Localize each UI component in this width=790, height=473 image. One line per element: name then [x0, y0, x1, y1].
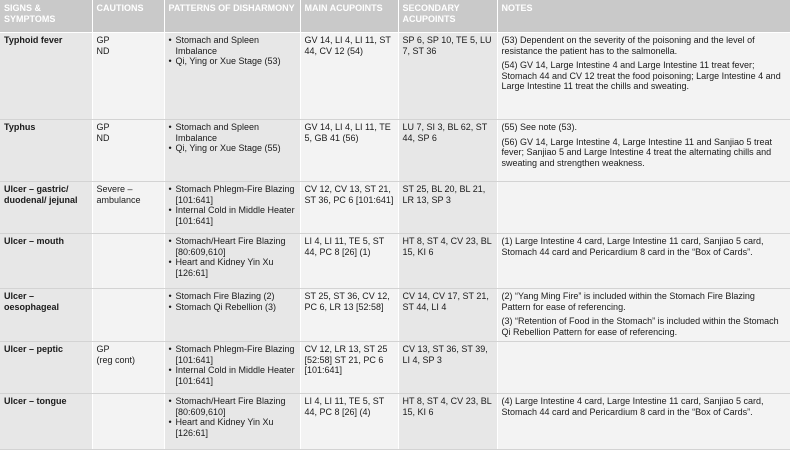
header-secondary-acupoints: SECONDARY ACUPOINTS	[398, 0, 497, 33]
notes-cell	[497, 342, 790, 394]
main-acupoints-cell: ST 25, ST 36, CV 12, PC 6, LR 13 [52:58]	[300, 289, 398, 342]
cautions-cell	[92, 342, 164, 394]
pattern-item: • Heart and Kidney Yin Xu [126:61]	[169, 257, 296, 278]
secondary-acupoints-cell: LU 7, SI 3, BL 62, ST 44, SP 6	[398, 120, 497, 182]
caution-text: GP	[96, 344, 110, 354]
caution-text: (reg cont)	[96, 354, 136, 365]
patterns-cell	[164, 182, 300, 234]
sign-cell: Ulcer – peptic	[0, 342, 92, 394]
secondary-acupoints-cell: SP 6, SP 10, TE 5, LU 7, ST 36	[398, 33, 497, 120]
cautions-cell	[92, 394, 164, 450]
sign-cell: Typhoid fever	[0, 33, 92, 120]
pattern-item: • Qi, Ying or Xue Stage (53)	[169, 56, 296, 67]
pattern-item: • Internal Cold in Middle Heater [101:641]	[169, 365, 296, 386]
patterns-cell	[164, 120, 300, 182]
main-acupoints-cell: CV 12, CV 13, ST 21, ST 36, PC 6 [101:641]	[300, 182, 398, 234]
patterns-cell	[164, 289, 300, 342]
sign-cell: Typhus	[0, 120, 92, 182]
pattern-item: • Stomach Phlegm-Fire Blazing [101:641]	[169, 184, 296, 205]
secondary-acupoints-cell: CV 13, ST 36, ST 39, LI 4, SP 3	[398, 342, 497, 394]
cautions-cell	[92, 120, 164, 182]
pattern-item: • Stomach and Spleen Imbalance	[169, 35, 296, 56]
cautions-cell	[92, 234, 164, 289]
note-text: (53) Dependent on the severity of the poisoning and the level of resistance the patient has to the salmonella.	[501, 35, 755, 56]
notes-cell	[497, 394, 790, 450]
cautions-cell	[92, 289, 164, 342]
secondary-acupoints-cell: HT 8, ST 4, CV 23, BL 15, KI 6	[398, 234, 497, 289]
main-acupoints-cell: GV 14, LI 4, LI 11, TE 5, GB 41 (56)	[300, 120, 398, 182]
note-text: (56) GV 14, Large Intestine 4, Large Intestine 11 and Sanjiao 5 treat fever; Sanjiao 5 and Large Intestine 4 treat the alternating chills and sweating and strengthen weakness.	[501, 136, 773, 168]
secondary-acupoints-cell: HT 8, ST 4, CV 23, BL 15, KI 6	[398, 394, 497, 450]
header-cautions: CAUTIONS	[92, 0, 164, 33]
table-row	[0, 289, 790, 342]
header-main-acupoints: MAIN ACUPOINTS	[300, 0, 398, 33]
header-notes: NOTES	[497, 0, 790, 33]
main-acupoints-cell: GV 14, LI 4, LI 11, ST 44, CV 12 (54)	[300, 33, 398, 120]
patterns-cell	[164, 234, 300, 289]
notes-cell	[497, 182, 790, 234]
secondary-acupoints-cell: ST 25, BL 20, BL 21, LR 13, SP 3	[398, 182, 497, 234]
table-row	[0, 234, 790, 289]
header-signs-symptoms: SIGNS & SYMPTOMS	[0, 0, 92, 33]
pattern-item: • Internal Cold in Middle Heater [101:641]	[169, 205, 296, 226]
caution-text: Severe – ambulance	[96, 184, 141, 205]
pattern-item: • Stomach Fire Blazing (2)	[169, 291, 296, 302]
table-row	[0, 394, 790, 450]
sign-cell: Ulcer – mouth	[0, 234, 92, 289]
pattern-item: • Stomach Phlegm-Fire Blazing [101:641]	[169, 344, 296, 365]
pattern-item: • Stomach/Heart Fire Blazing [80:609,610]	[169, 236, 296, 257]
cautions-cell	[92, 33, 164, 120]
sign-cell: Ulcer – tongue	[0, 394, 92, 450]
pattern-item: • Stomach/Heart Fire Blazing [80:609,610]	[169, 396, 296, 417]
main-acupoints-cell: CV 12, LR 13, ST 25 [52:58] ST 21, PC 6 [101:641]	[300, 342, 398, 394]
main-acupoints-cell: LI 4, LI 11, TE 5, ST 44, PC 8 [26] (1)	[300, 234, 398, 289]
pattern-item: • Heart and Kidney Yin Xu [126:61]	[169, 417, 296, 438]
cautions-cell	[92, 182, 164, 234]
sign-cell: Ulcer – gastric/ duodenal/ jejunal	[0, 182, 92, 234]
patterns-cell	[164, 394, 300, 450]
note-text: (3) “Retention of Food in the Stomach” is included within the Stomach Qi Rebellion Pattern for ease of referencing.	[501, 316, 779, 337]
notes-cell	[497, 33, 790, 120]
table-row	[0, 182, 790, 234]
sign-cell: Ulcer – oesophageal	[0, 289, 92, 342]
table-row	[0, 33, 790, 120]
notes-cell	[497, 120, 790, 182]
header-patterns: PATTERNS OF DISHARMONY	[164, 0, 300, 33]
caution-text: GP	[96, 122, 110, 132]
note-text: (1) Large Intestine 4 card, Large Intestine 11 card, Sanjiao 5 card, Stomach 44 card and Pericardium 8 card in the “Box of Cards”.	[501, 236, 764, 257]
notes-cell	[497, 234, 790, 289]
pattern-item: • Qi, Ying or Xue Stage (55)	[169, 143, 296, 154]
note-text: (55) See note (53).	[501, 122, 578, 132]
patterns-cell	[164, 33, 300, 120]
pattern-item: • Stomach Qi Rebellion (3)	[169, 302, 296, 313]
patterns-cell	[164, 342, 300, 394]
pattern-item: • Stomach and Spleen Imbalance	[169, 122, 296, 143]
table-row	[0, 120, 790, 182]
notes-cell	[497, 289, 790, 342]
note-text: (2) “Yang Ming Fire” is included within the Stomach Fire Blazing Pattern for ease of referencing.	[501, 291, 755, 312]
note-text: (4) Large Intestine 4 card, Large Intestine 11 card, Sanjiao 5 card, Stomach 44 card and Pericardium 8 card in the “Box of Cards”.	[501, 396, 764, 417]
header-row	[0, 0, 790, 33]
caution-text: ND	[96, 132, 110, 143]
main-acupoints-cell: LI 4, LI 11, TE 5, ST 44, PC 8 [26] (4)	[300, 394, 398, 450]
secondary-acupoints-cell: CV 14, CV 17, ST 21, ST 44, LI 4	[398, 289, 497, 342]
note-text: (54) GV 14, Large Intestine 4 and Large Intestine 11 treat fever; Stomach 44 and CV 12 treat the food poisoning; Large Intestine 4 and Large Intestine 11 treat the chills and sweating.	[501, 60, 781, 91]
table-row	[0, 342, 790, 394]
caution-text: ND	[96, 45, 110, 56]
caution-text: GP	[96, 35, 110, 45]
